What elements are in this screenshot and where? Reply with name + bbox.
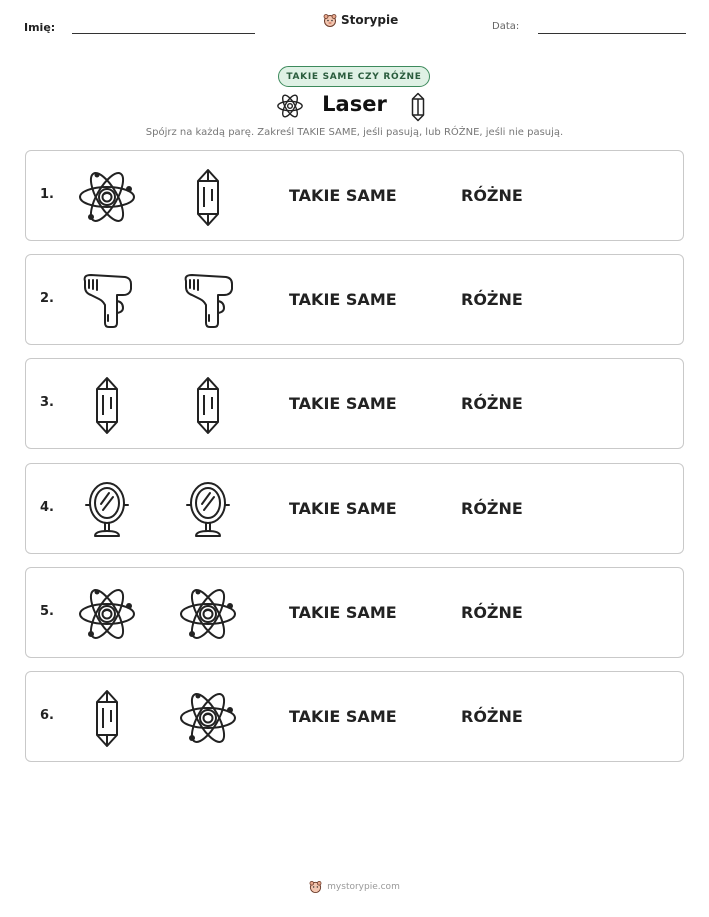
barcode-scanner-icon: [178, 271, 238, 331]
pair-row-1: [25, 150, 684, 241]
different-option[interactable]: RÓŻNE: [461, 186, 523, 205]
mirror-icon: [178, 480, 238, 540]
page-title: Laser: [322, 92, 387, 116]
different-option[interactable]: RÓŻNE: [461, 394, 523, 413]
right-picture: [178, 688, 238, 748]
brand-name: Storypie: [341, 13, 399, 27]
pair-row-5: [25, 567, 684, 658]
row-number: 5.: [40, 604, 54, 619]
same-option[interactable]: TAKIE SAME: [289, 603, 397, 622]
atom-icon: [77, 584, 137, 644]
same-option[interactable]: TAKIE SAME: [289, 186, 397, 205]
left-picture: [77, 480, 137, 540]
crystal-icon: [77, 375, 137, 435]
storypie-mascot-icon: [323, 13, 337, 27]
different-option[interactable]: RÓŻNE: [461, 603, 523, 622]
different-option[interactable]: RÓŻNE: [461, 290, 523, 309]
crystal-icon: [77, 688, 137, 748]
brand-logo: [323, 13, 398, 27]
pair-row-6: [25, 671, 684, 762]
pair-row-4: [25, 463, 684, 554]
name-line[interactable]: [72, 33, 255, 34]
row-number: 2.: [40, 291, 54, 306]
right-picture: [178, 375, 238, 435]
footer: [0, 880, 709, 893]
atom-icon: [178, 688, 238, 748]
different-option[interactable]: RÓŻNE: [461, 499, 523, 518]
row-number: 3.: [40, 395, 54, 410]
row-number: 4.: [40, 500, 54, 515]
same-option[interactable]: TAKIE SAME: [289, 499, 397, 518]
left-picture: [77, 167, 137, 227]
crystal-icon: [178, 167, 238, 227]
atom-icon: [77, 167, 137, 227]
left-picture: [77, 375, 137, 435]
instructions: Spójrz na każdą parę. Zakreśl TAKIE SAME, jeśli pasują, lub RÓŻNE, jeśli nie pasują.: [145, 127, 564, 138]
name-label: Imię:: [24, 21, 56, 34]
right-picture: [178, 480, 238, 540]
row-number: 1.: [40, 187, 54, 202]
atom-icon: [178, 584, 238, 644]
date-line[interactable]: [538, 33, 686, 34]
pair-row-2: [25, 254, 684, 345]
same-option[interactable]: TAKIE SAME: [289, 290, 397, 309]
crystal-icon: [178, 375, 238, 435]
worksheet-type-badge: TAKIE SAME CZY RÓŻNE: [278, 66, 430, 87]
pair-row-3: [25, 358, 684, 449]
right-picture: [178, 584, 238, 644]
barcode-scanner-icon: [77, 271, 137, 331]
same-option[interactable]: TAKIE SAME: [289, 394, 397, 413]
same-option[interactable]: TAKIE SAME: [289, 707, 397, 726]
different-option[interactable]: RÓŻNE: [461, 707, 523, 726]
row-number: 6.: [40, 708, 54, 723]
footer-url[interactable]: mystorypie.com: [327, 881, 400, 892]
right-picture: [178, 271, 238, 331]
storypie-mascot-icon: [309, 880, 322, 893]
crystal-icon: [410, 92, 426, 122]
right-picture: [178, 167, 238, 227]
left-picture: [77, 688, 137, 748]
left-picture: [77, 271, 137, 331]
left-picture: [77, 584, 137, 644]
mirror-icon: [77, 480, 137, 540]
date-label: Data:: [492, 21, 520, 32]
